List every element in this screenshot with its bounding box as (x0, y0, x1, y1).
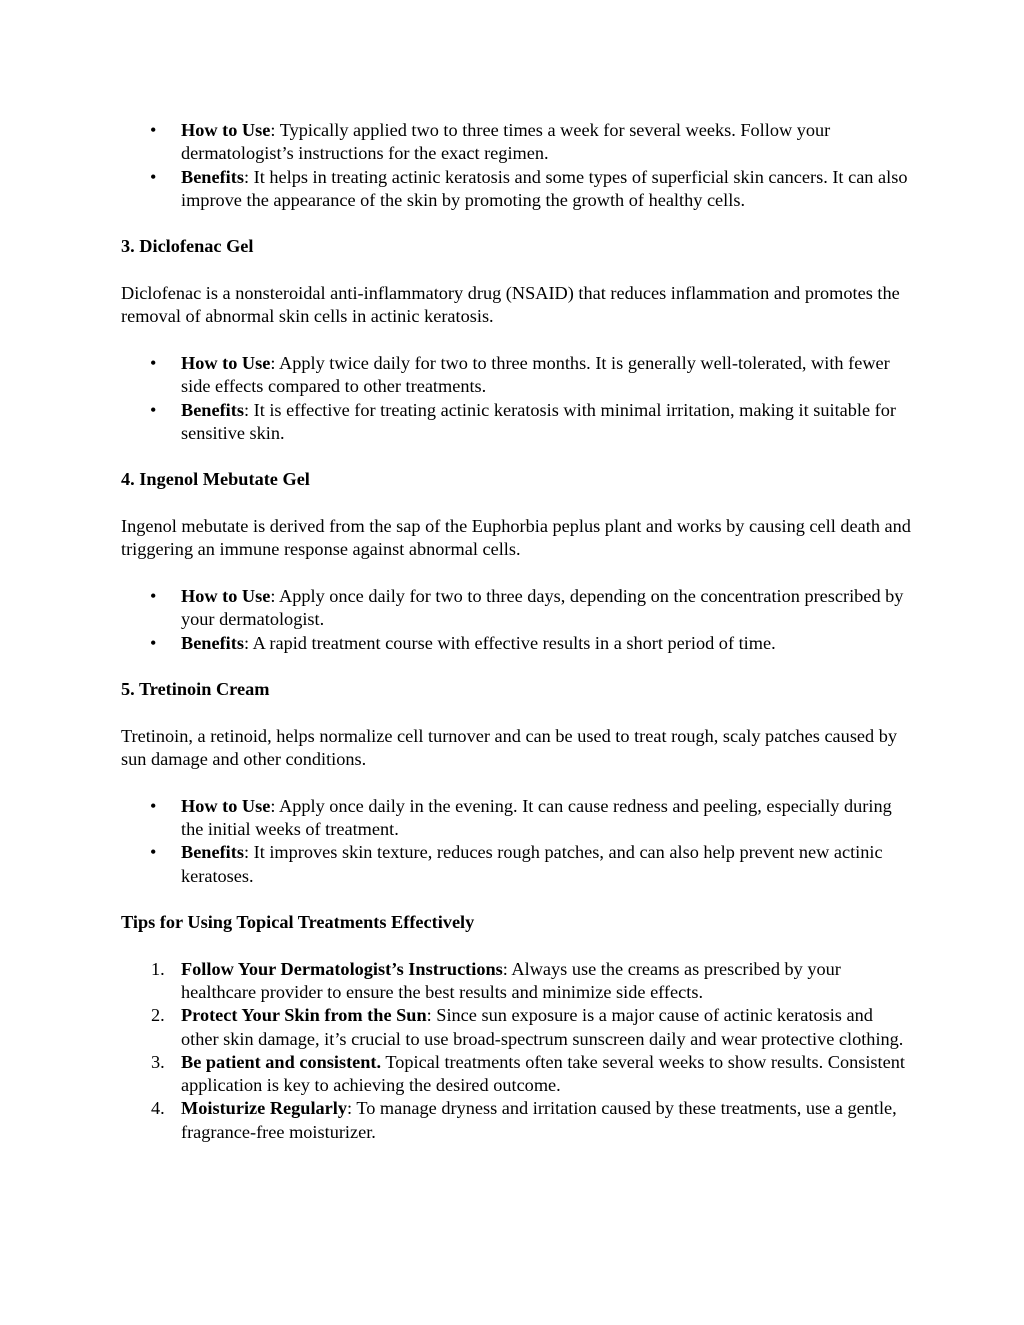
item-label: Protect Your Skin from the Sun (181, 1005, 427, 1026)
item-label: Benefits (181, 166, 244, 187)
list-item (181, 166, 914, 213)
item-label: Benefits (181, 842, 244, 863)
tips-heading: Tips for Using Topical Treatments Effectively (121, 912, 475, 933)
item-label: Be patient and consistent. (181, 1051, 382, 1072)
list-item (181, 585, 914, 632)
list-item (151, 958, 914, 1005)
list-item (181, 841, 914, 888)
item-label: How to Use (181, 352, 271, 373)
item-label: Benefits (181, 632, 244, 653)
list-item (181, 399, 914, 446)
section-intro: Tretinoin, a retinoid, helps normalize cell turnover and can be used to treat rough, scaly patches caused by sun damage and other conditions. (121, 725, 898, 770)
item-text: Topical treatments often take several weeks to show results. Consistent application is key to achieving the desired outcome. (181, 1051, 905, 1096)
list-item (151, 1051, 914, 1098)
item-text: : It is effective for treating actinic keratosis with minimal irritation, making it suitable for sensitive skin. (181, 399, 896, 443)
item-label: How to Use (181, 120, 271, 140)
item-text: : To manage dryness and irritation caused by these treatments, use a gentle, fragrance-free moisturizer. (181, 1098, 897, 1142)
list-item (151, 1097, 914, 1144)
list-item (181, 119, 914, 166)
item-text: : Always use the creams as prescribed by your healthcare provider to ensure the best results and minimize side effects. (181, 958, 841, 1002)
section-bullet-list (121, 585, 914, 655)
item-text: : It helps in treating actinic keratosis and some types of superficial skin cancers. It can also improve the appearance of the skin by promoting the growth of healthy cells. (181, 166, 908, 210)
list-item (181, 632, 914, 655)
section-intro: Diclofenac is a nonsteroidal anti-inflammatory drug (NSAID) that reduces inflammation and promotes the removal of abnormal skin cells in actinic keratosis. (121, 283, 900, 327)
item-label: Follow Your Dermatologist’s Instructions (181, 958, 503, 979)
top-bullet-list (121, 119, 914, 212)
item-text: : It improves skin texture, reduces rough patches, and can also help prevent new actinic keratoses. (181, 842, 883, 886)
section-heading: 4. Ingenol Mebutate Gel (121, 469, 310, 490)
section-bullet-list (121, 795, 914, 888)
item-label: Benefits (181, 399, 244, 420)
item-label: How to Use (181, 585, 271, 606)
item-text: : A rapid treatment course with effective results in a short period of time. (243, 632, 776, 653)
item-text: : Apply twice daily for two to three months. It is generally well-tolerated, with fewer side effects compared to other treatments. (181, 352, 890, 397)
item-text: : Apply once daily for two to three days, depending on the concentration prescribed by your dermatologist. (181, 585, 904, 630)
list-item (181, 352, 914, 399)
item-number: 4. (151, 1098, 165, 1119)
section-heading: 3. Diclofenac Gel (121, 236, 254, 257)
section-bullet-list (121, 352, 914, 445)
list-item (151, 1004, 914, 1051)
item-text: : Since sun exposure is a major cause of actinic keratosis and other skin damage, it’s crucial to use broad-spectrum sunscreen daily and wear protective clothing. (181, 1005, 904, 1049)
section-heading: 5. Tretinoin Cream (121, 679, 270, 700)
item-label: How to Use (181, 795, 271, 816)
section-intro: Ingenol mebutate is derived from the sap of the Euphorbia peplus plant and works by causing cell death and triggering an immune response against abnormal cells. (121, 516, 911, 560)
item-number: 3. (151, 1051, 165, 1072)
item-number: 2. (151, 1005, 165, 1026)
item-text: : Typically applied two to three times a week for several weeks. Follow your dermatologist’s instructions for the exact regimen. (181, 120, 831, 164)
item-text: : Apply once daily in the evening. It can cause redness and peeling, especially during the initial weeks of treatment. (181, 795, 892, 839)
tips-numbered-list (121, 958, 914, 1144)
list-item (181, 795, 914, 842)
item-label: Moisturize Regularly (181, 1098, 348, 1119)
item-number: 1. (151, 958, 165, 979)
